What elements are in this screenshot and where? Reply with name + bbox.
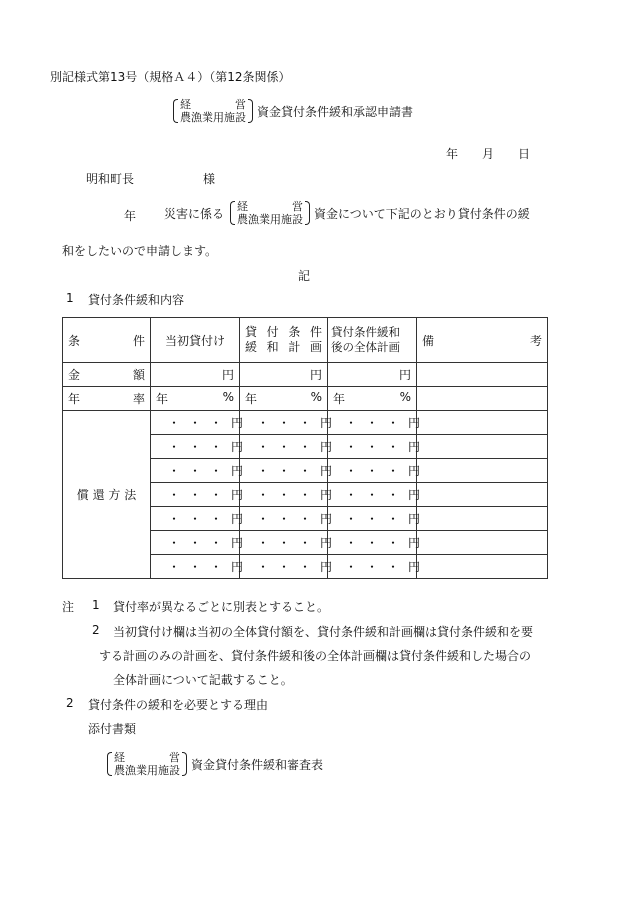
header-condition [63, 318, 151, 363]
ki-mark: 記 [298, 269, 311, 283]
table-cell[interactable] [417, 555, 548, 579]
title [177, 98, 413, 124]
rate-label-2: 率 [132, 392, 145, 406]
header-after-plan: 貸付条件緩和 後の全体計画 [328, 318, 417, 363]
body-sentence [164, 200, 530, 226]
table-cell[interactable]: ・・・ 円 [328, 555, 417, 579]
date-year: 年 [446, 147, 459, 161]
table-cell[interactable] [417, 363, 548, 387]
attachment-brace-facility: 農漁業用施設 [114, 764, 180, 777]
brace-keiei-right: 営 [235, 98, 246, 111]
note2-num: 2 [92, 623, 100, 637]
date-month: 月 [482, 147, 495, 161]
date-day: 日 [518, 147, 531, 161]
table-cell[interactable] [417, 507, 548, 531]
attachment-brace-keiei-left: 経 [114, 751, 125, 764]
repay-row [63, 411, 548, 435]
table-cell[interactable]: ・・・ 円 [151, 555, 240, 579]
table-cell[interactable]: ・・・ 円 [328, 483, 417, 507]
note2-line1: 当初貸付け欄は当初の全体貸付額を、貸付条件緩和計画欄は貸付条件緩和を要 [113, 625, 534, 639]
table-cell[interactable]: 円 [240, 363, 328, 387]
body-after: 資金について下記のとおり貸付条件の緩 [314, 206, 530, 221]
addressee-honorific: 様 [203, 172, 216, 186]
note1-text: 貸付率が異なるごとに別表とすること。 [113, 600, 330, 614]
section2-label: 貸付条件の緩和を必要とする理由 [88, 698, 269, 712]
attachments-label: 添付書類 [88, 722, 137, 736]
table-cell[interactable]: ・・・ 円 [328, 411, 417, 435]
section2-num: 2 [66, 696, 74, 710]
rate-label-1: 年 [68, 392, 81, 406]
body-line2: 和をしたいので申請します。 [62, 244, 218, 258]
repayment-method-label: 償 還 方 法 [63, 411, 151, 579]
table-cell[interactable]: ・・・ 円 [240, 459, 328, 483]
table-cell[interactable]: 円 [151, 363, 240, 387]
rate-row [63, 387, 548, 411]
brace-facility: 農漁業用施設 [180, 111, 246, 124]
body-brace-facility: 農漁業用施設 [237, 213, 304, 226]
table-cell[interactable]: ・・・ 円 [151, 483, 240, 507]
body-year: 年 [124, 209, 137, 223]
attachment-text: 資金貸付条件緩和審査表 [191, 757, 324, 772]
amount-label-2: 額 [132, 368, 145, 382]
table-cell[interactable] [417, 459, 548, 483]
table-cell[interactable]: ・・・ 円 [151, 459, 240, 483]
body-brace [234, 200, 306, 226]
table-cell[interactable]: ・・・ 円 [151, 411, 240, 435]
header-initial: 当初貸付け [151, 318, 240, 363]
note2-line3: 全体計画について記載すること。 [113, 673, 293, 687]
section1-label: 貸付条件緩和内容 [88, 293, 185, 307]
table-cell[interactable] [417, 411, 548, 435]
title-text: 資金貸付条件緩和承認申請書 [257, 104, 414, 119]
body-brace-keiei-right: 営 [292, 200, 304, 213]
table-cell[interactable] [417, 483, 548, 507]
attachment-brace [111, 751, 183, 777]
table-cell[interactable]: ・・・ 円 [328, 531, 417, 555]
table-cell[interactable]: 年 % [328, 387, 417, 411]
table-cell[interactable]: ・・・ 円 [240, 435, 328, 459]
attachment-item [111, 751, 323, 777]
loan-conditions-table [62, 317, 548, 579]
body-prefix: 災害に係る [164, 206, 225, 221]
header-remarks: 備 考 [417, 318, 548, 363]
note2-line2: する計画のみの計画を、貸付条件緩和後の全体計画欄は貸付条件緩和した場合の [99, 649, 532, 663]
title-brace [177, 98, 249, 124]
table-cell[interactable]: ・・・ 円 [240, 483, 328, 507]
table-cell[interactable]: ・・・ 円 [240, 507, 328, 531]
table-cell[interactable]: ・・・ 円 [240, 531, 328, 555]
section1-num: 1 [66, 291, 74, 305]
attachment-brace-keiei-right: 営 [169, 751, 180, 764]
table-cell[interactable]: ・・・ 円 [328, 459, 417, 483]
header-condition-2: 件 [132, 333, 145, 348]
form-reference: 別記様式第13号（規格Ａ４）（第12条関係） [50, 70, 291, 84]
table-cell[interactable]: 年 % [151, 387, 240, 411]
amount-label-1: 金 [68, 368, 81, 382]
amount-row [63, 363, 548, 387]
body-brace-keiei-left: 経 [237, 200, 249, 213]
table-cell[interactable]: 年 % [240, 387, 328, 411]
table-cell[interactable] [417, 531, 548, 555]
table-cell[interactable] [417, 435, 548, 459]
table-cell[interactable]: ・・・ 円 [328, 435, 417, 459]
table-cell[interactable]: ・・・ 円 [151, 435, 240, 459]
table-header-row [63, 318, 548, 363]
table-cell[interactable]: ・・・ 円 [151, 507, 240, 531]
brace-keiei-left: 経 [180, 98, 191, 111]
table-cell[interactable]: 円 [328, 363, 417, 387]
table-cell[interactable]: ・・・ 円 [328, 507, 417, 531]
addressee-name: 明和町長 [86, 172, 135, 186]
table-cell[interactable]: ・・・ 円 [240, 555, 328, 579]
table-cell[interactable]: ・・・ 円 [240, 411, 328, 435]
header-condition-1: 条 [68, 333, 81, 348]
table-cell[interactable]: ・・・ 円 [151, 531, 240, 555]
table-cell[interactable] [417, 387, 548, 411]
notes-label: 注 [62, 600, 75, 614]
header-plan: 貸 付 条 件 緩 和 計 画 [240, 318, 328, 363]
note1-num: 1 [92, 598, 100, 612]
